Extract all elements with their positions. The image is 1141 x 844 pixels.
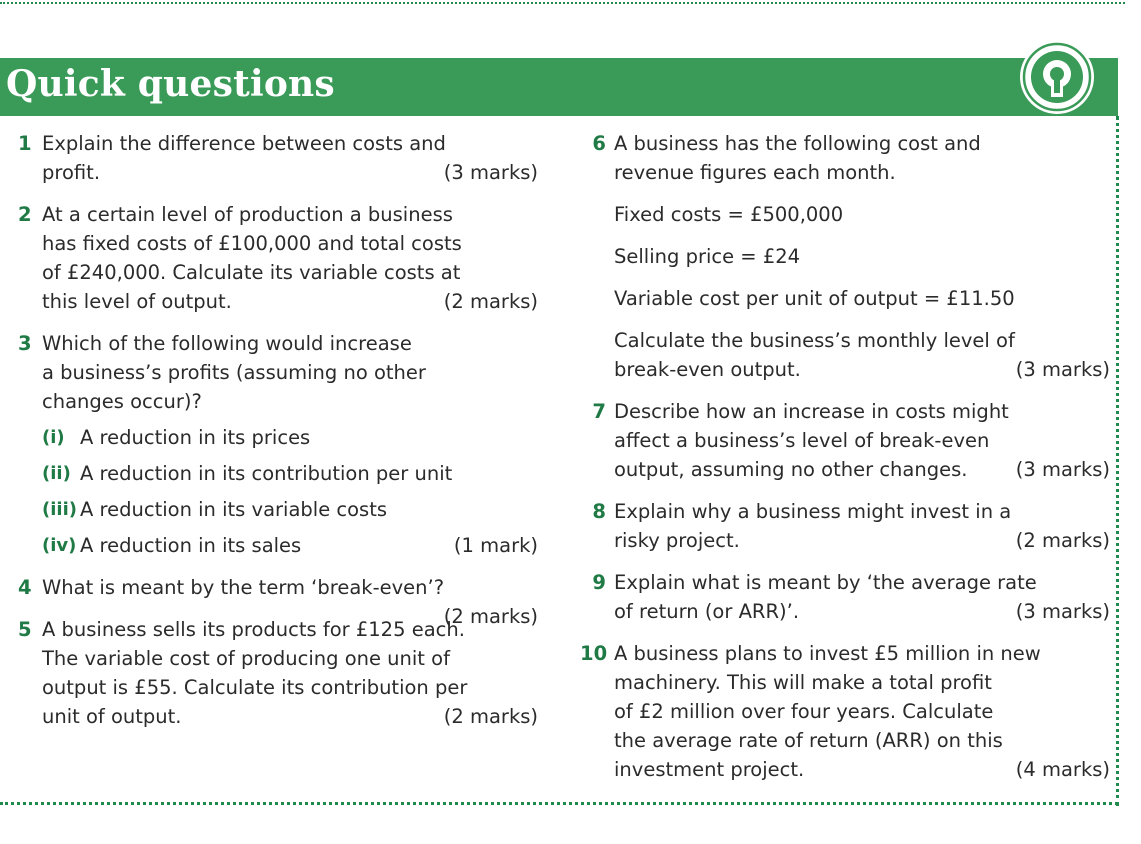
question-4 (18, 573, 538, 628)
question-number: 8 (592, 500, 606, 523)
marks-label: (3 marks) (1015, 458, 1110, 481)
question-number: 2 (18, 203, 32, 226)
option-label: (iv) (42, 535, 77, 556)
question-text: Which of the following would increase (42, 332, 412, 355)
question-text: The variable cost of producing one unit of (42, 647, 450, 670)
question-text: At a certain level of production a business (42, 203, 453, 226)
question-text: revenue figures each month. (614, 161, 896, 184)
question-text: What is meant by the term ‘break-even’? (42, 576, 445, 599)
question-number: 10 (580, 642, 608, 665)
question-text: machinery. This will make a total profit (614, 671, 992, 694)
option-iv (42, 531, 538, 560)
question-text: the average rate of return (ARR) on this (614, 729, 1003, 752)
question-text: of return (or ARR)’. (614, 600, 800, 623)
question-number: 1 (18, 132, 32, 155)
question-8 (580, 497, 1110, 555)
option-text: A reduction in its sales (80, 534, 302, 557)
selling-price-line: Selling price = £24 (614, 245, 801, 268)
question-text: break-even output. (614, 358, 801, 381)
question-text: has fixed costs of £100,000 and total costs (42, 232, 462, 255)
marks-label: (2 marks) (1015, 529, 1110, 552)
question-6 (580, 129, 1110, 384)
marks-label: (3 marks) (1015, 600, 1110, 623)
right-question-column (580, 129, 1110, 797)
question-3 (18, 329, 538, 560)
right-dotted-border (1116, 116, 1119, 806)
question-5 (18, 615, 538, 731)
question-number: 9 (592, 571, 606, 594)
question-text: investment project. (614, 758, 805, 781)
option-i (42, 423, 538, 452)
marks-label: (2 marks) (443, 290, 538, 313)
question-number: 7 (592, 400, 606, 423)
question-text: A business has the following cost and (614, 132, 981, 155)
bottom-dotted-border (0, 802, 1118, 805)
fixed-costs-line: Fixed costs = £500,000 (614, 203, 844, 226)
question-text: changes occur)? (42, 390, 202, 413)
question-text: this level of output. (42, 290, 232, 313)
question-10 (580, 639, 1110, 784)
question-text: output, assuming no other changes. (614, 458, 968, 481)
option-text: A reduction in its contribution per unit (80, 462, 453, 485)
option-label: (ii) (42, 463, 71, 484)
option-text: A reduction in its variable costs (80, 498, 388, 521)
marks-label: (2 marks) (443, 705, 538, 728)
question-text: A business plans to invest £5 million in new (614, 642, 1041, 665)
page-title: Quick questions (6, 63, 335, 105)
question-2 (18, 200, 538, 316)
question-text: risky project. (614, 529, 740, 552)
question-number: 3 (18, 332, 32, 355)
top-dotted-border (0, 2, 1125, 4)
question-text: Describe how an increase in costs might (614, 400, 1009, 423)
question-7 (580, 397, 1110, 484)
marks-label: (4 marks) (1015, 758, 1110, 781)
question-text: Explain the difference between costs and (42, 132, 446, 155)
marks-label: (3 marks) (1015, 358, 1110, 381)
option-label: (i) (42, 427, 65, 448)
left-question-column (18, 129, 538, 744)
q-logo-icon (1018, 38, 1096, 116)
question-text: of £2 million over four years. Calculate (614, 700, 994, 723)
question-text: A business sells its products for £125 each. (42, 618, 465, 641)
question-text: Explain what is meant by ‘the average rate (614, 571, 1037, 594)
question-text: profit. (42, 161, 101, 184)
question-text: output is £55. Calculate its contribution per (42, 676, 468, 699)
question-text: unit of output. (42, 705, 182, 728)
question-text: Calculate the business’s monthly level of (614, 329, 1015, 352)
option-label: (iii) (42, 499, 77, 520)
question-1 (18, 129, 538, 187)
question-text: of £240,000. Calculate its variable costs at (42, 261, 461, 284)
question-number: 4 (18, 576, 32, 599)
variable-cost-line: Variable cost per unit of output = £11.50 (614, 287, 1015, 310)
question-number: 5 (18, 618, 32, 641)
question-text: Explain why a business might invest in a (614, 500, 1012, 523)
option-ii (42, 459, 538, 488)
option-text: A reduction in its prices (80, 426, 311, 449)
question-text: affect a business’s level of break-even (614, 429, 990, 452)
option-iii (42, 495, 538, 524)
marks-label: (3 marks) (443, 161, 538, 184)
marks-label: (2 marks) (443, 605, 538, 628)
question-number: 6 (592, 132, 606, 155)
question-text: a business’s profits (assuming no other (42, 361, 426, 384)
marks-label: (1 mark) (453, 534, 538, 557)
question-9 (580, 568, 1110, 626)
